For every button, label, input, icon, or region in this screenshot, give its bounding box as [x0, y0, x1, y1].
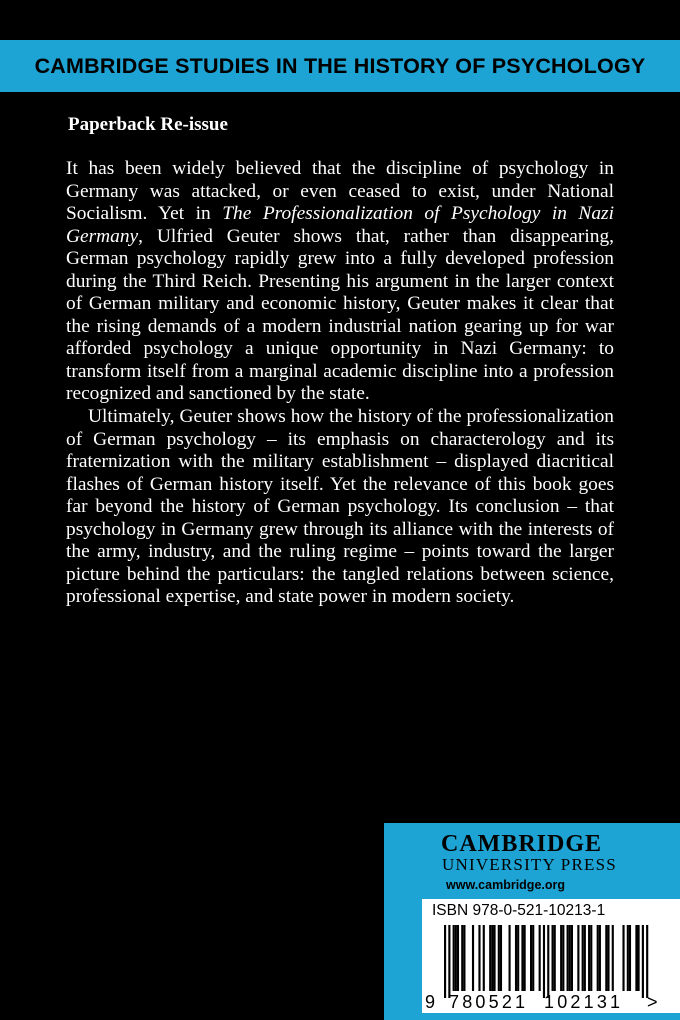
blurb-paragraph-1: It has been widely believed that the discipline of psychology in Germany was attacked, or even ceased to exist, under National Socialism. Yet in The Professionalization of Psychology in Nazi Germany, Ulfried Geuter shows that, rather than disappearing, German psychology rapidly grew into a fully developed profession during the Third Reich. Presenting his argument in the larger context of German military and economic history, Geuter makes it clear that the rising demands of a modern industrial nation gearing up for war afforded psychology a unique opportunity in Nazi Germany: to transform itself from a marginal academic discipline into a profession recognized and sanctioned by the state. [66, 158, 614, 405]
barcode-bar [627, 925, 629, 991]
barcode-bar [453, 925, 455, 991]
barcode-left-digits: 780521 [449, 992, 529, 1012]
publisher-logo-subtitle: UNIVERSITY PRESS [442, 855, 617, 874]
publisher-panel [384, 823, 680, 1020]
barcode-bar [552, 925, 554, 991]
barcode-digits [422, 992, 680, 1012]
barcode-bar [635, 925, 637, 991]
barcode-bar [509, 925, 511, 991]
barcode-bar [571, 925, 573, 991]
publisher-url: www.cambridge.org [446, 878, 566, 892]
barcode-bar [590, 925, 592, 991]
book-title: The Professionalization of Psychology in Nazi Germany [66, 203, 614, 247]
barcode-bar [569, 925, 571, 991]
barcode-bar [521, 925, 523, 991]
barcode-bar [629, 925, 631, 991]
barcode-bar [599, 925, 601, 991]
blurb-text [66, 158, 614, 609]
barcode-bar [539, 925, 541, 991]
barcode-bar [622, 925, 624, 991]
barcode-bar [560, 925, 562, 991]
barcode-box [422, 899, 680, 1013]
barcode-bar [500, 925, 502, 991]
barcode-marker: > [647, 992, 658, 1012]
barcode-bar [638, 925, 640, 991]
barcode-bar [489, 925, 491, 991]
barcode-bar [444, 925, 446, 998]
barcode-bar [582, 925, 584, 991]
barcode-bar [461, 925, 463, 991]
barcode-bar [472, 925, 474, 991]
barcode-bar [562, 925, 564, 991]
barcode-lead-digit: 9 [425, 992, 436, 1012]
publisher-logo-name: CAMBRIDGE [441, 831, 603, 857]
barcode-bar [588, 925, 590, 991]
barcode-bar [498, 925, 500, 991]
barcode-bar [455, 925, 457, 991]
barcode-bar [577, 925, 579, 991]
barcode-bar [584, 925, 586, 991]
barcode-bar [543, 925, 545, 998]
barcode-bar [567, 925, 569, 991]
barcode-bar [483, 925, 485, 991]
barcode-bar [448, 925, 450, 998]
barcode-bar [554, 925, 556, 991]
barcode-bar [524, 925, 526, 991]
barcode-bar [547, 925, 549, 998]
barcode-bar [646, 925, 648, 998]
barcode-bar [605, 925, 607, 991]
barcode-bar [597, 925, 599, 991]
barcode-bar [493, 925, 495, 991]
isbn-text: ISBN 978-0-521-10213-1 [432, 902, 606, 919]
barcode-bar [463, 925, 465, 991]
barcode-bar [517, 925, 519, 991]
barcode-bar [532, 925, 534, 991]
barcode-bar [530, 925, 532, 991]
series-title: CAMBRIDGE STUDIES IN THE HISTORY OF PSYCHOLOGY [34, 53, 646, 78]
barcode-bar [515, 925, 517, 991]
barcode-right-digits: 102131 [544, 992, 624, 1012]
barcode-bar [478, 925, 480, 991]
barcode-bar [642, 925, 644, 998]
barcode-bar [612, 925, 614, 991]
series-banner [0, 40, 680, 92]
barcode-bar [457, 925, 459, 991]
barcode-bar [491, 925, 493, 991]
blurb-paragraph-2: Ultimately, Geuter shows how the history of the professionalization of German psychology – its emphasis on characterology and its fraternization with the military establishment – displayed diacritical flashes of German history itself. Yet the relevance of this book goes far beyond the history of German psychology. Its conclusion – that psychology in Germany grew through its alliance with the interests of the army, industry, and the ruling regime – points toward the larger picture behind the particulars: the tangled relations between science, professional expertise, and state power in modern society. [66, 406, 614, 608]
barcode-bar [607, 925, 609, 991]
edition-label: Paperback Re-issue [68, 114, 228, 135]
